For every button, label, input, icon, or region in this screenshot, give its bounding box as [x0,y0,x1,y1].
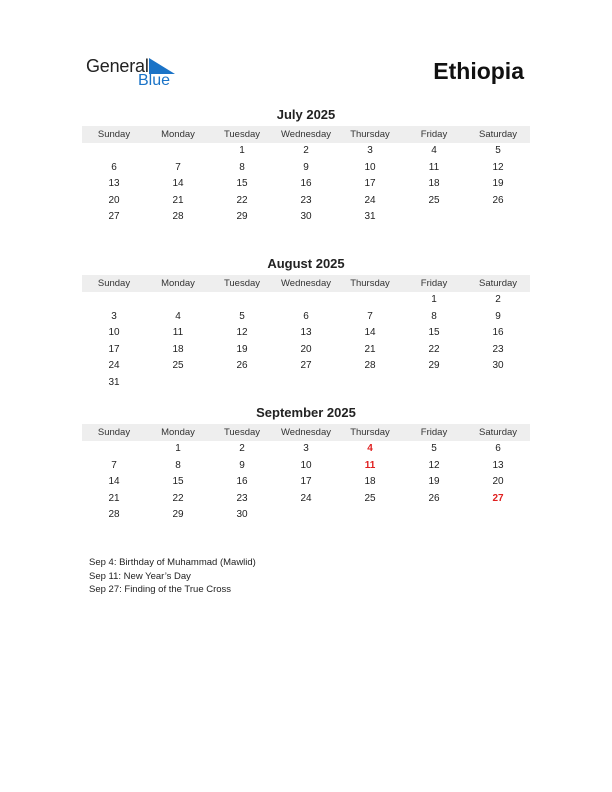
weekday-label: Wednesday [281,427,331,438]
day-cell: 28 [108,509,120,521]
week-row [82,375,530,392]
month-title: September 2025 [256,405,356,420]
day-cell: 19 [236,343,248,355]
empty-day-cell [146,143,210,160]
day-cell: 5 [431,443,437,454]
day-cell: 7 [367,310,373,322]
weekday-label: Monday [161,129,195,140]
weekday-label: Sunday [97,278,131,289]
week-row [82,342,530,359]
day-cell: 23 [300,194,312,206]
day-cell: 21 [108,492,120,504]
empty-day-cell [146,375,210,392]
empty-day-cell [146,292,210,309]
day-cell: 9 [239,459,245,471]
week-row [82,491,530,508]
day-cell: 8 [175,459,181,471]
empty-day-cell [82,441,146,458]
week-row [82,292,530,309]
empty-day-cell [402,209,466,226]
holiday-note: Sep 4: Birthday of Muhammad (Mawlid) [89,557,256,568]
day-cell: 25 [172,360,184,372]
day-cell: 29 [172,509,184,521]
day-cell: 12 [492,161,504,173]
day-cell: 14 [108,476,120,488]
day-cell: 10 [108,327,120,339]
day-cell: 6 [111,161,117,173]
week-row [82,309,530,326]
generalblue-logo [86,56,186,92]
day-cell: 22 [236,194,248,206]
day-cell: 26 [492,194,504,206]
day-cell: 5 [495,145,501,156]
day-cell: 2 [303,145,309,156]
month-block-july [82,106,530,226]
day-cell: 20 [492,476,504,488]
day-cell: 25 [364,492,376,504]
day-cell: 11 [172,327,184,339]
day-cell: 27 [300,360,312,372]
empty-day-cell [210,292,274,309]
empty-day-cell [402,375,466,392]
day-cell: 15 [236,178,248,190]
day-cell: 3 [111,310,117,322]
week-row [82,458,530,475]
day-cell: 8 [431,310,437,322]
week-row [82,160,530,177]
day-cell: 19 [492,178,504,190]
day-cell: 29 [428,360,440,372]
day-cell: 18 [428,178,440,190]
empty-day-cell [466,209,530,226]
day-cell: 2 [239,443,245,454]
day-cell: 10 [364,161,376,173]
day-cell: 3 [303,443,309,454]
day-cell: 24 [300,492,312,504]
day-cell: 11 [428,161,440,173]
day-cell: 18 [172,343,184,355]
day-cell: 14 [172,178,184,190]
day-cell: 22 [172,492,184,504]
day-cell: 18 [364,476,376,488]
weekday-label: Friday [420,129,448,140]
month-block-august [82,255,530,392]
week-row [82,176,530,193]
empty-day-cell [210,375,274,392]
day-cell: 21 [364,343,376,355]
empty-day-cell [82,143,146,160]
country-title: Ethiopia [433,58,524,84]
holiday-notes [89,556,256,597]
day-cell: 21 [172,194,184,206]
empty-day-cell [338,292,402,309]
day-cell: 2 [495,294,501,305]
weekday-label: Friday [420,278,448,289]
day-cell: 20 [108,194,120,206]
week-row [82,474,530,491]
holiday-note: Sep 27: Finding of the True Cross [89,584,232,595]
weekday-label: Sunday [97,427,131,438]
day-cell: 25 [428,194,440,206]
day-cell: 16 [492,327,504,339]
empty-day-cell [466,507,530,524]
empty-day-cell [274,507,338,524]
day-cell: 28 [364,360,376,372]
day-cell: 9 [495,310,501,322]
day-cell: 20 [300,343,312,355]
day-cell: 26 [236,360,248,372]
weekday-label: Thursday [350,278,390,289]
week-row [82,209,530,226]
week-row [82,193,530,210]
weekday-header-row [82,126,530,143]
weekday-label: Monday [161,427,195,438]
day-cell: 31 [364,211,376,223]
week-row [82,507,530,524]
empty-day-cell [402,507,466,524]
weekday-label: Monday [161,278,195,289]
holiday-day-cell: 4 [367,443,373,454]
empty-day-cell [82,292,146,309]
day-cell: 17 [364,178,376,190]
day-cell: 22 [428,343,440,355]
day-cell: 16 [300,178,312,190]
day-cell: 7 [175,161,181,173]
day-cell: 13 [108,178,120,190]
day-cell: 9 [303,161,309,173]
holiday-day-cell: 27 [492,492,504,504]
weekday-label: Tuesday [223,427,261,438]
day-cell: 16 [236,476,248,488]
logo-word-general: General [86,56,149,76]
day-cell: 4 [175,310,181,322]
empty-day-cell [338,375,402,392]
day-cell: 28 [172,211,184,223]
day-cell: 12 [236,327,248,339]
day-cell: 13 [492,459,504,471]
holiday-note: Sep 11: New Year’s Day [89,570,191,582]
empty-day-cell [274,375,338,392]
empty-day-cell [274,292,338,309]
day-cell: 30 [492,360,504,372]
day-cell: 10 [300,459,312,471]
weekday-label: Wednesday [281,129,331,140]
weekday-label: Tuesday [223,278,261,289]
empty-day-cell [338,507,402,524]
day-cell: 15 [172,476,184,488]
day-cell: 29 [236,211,248,223]
day-cell: 31 [108,376,120,388]
day-cell: 1 [431,294,437,305]
week-row [82,143,530,160]
week-row [82,325,530,342]
day-cell: 17 [300,476,312,488]
day-cell: 17 [108,343,120,355]
weekday-label: Sunday [97,129,131,140]
day-cell: 24 [108,360,120,372]
day-cell: 15 [428,327,440,339]
weekday-label: Thursday [350,427,390,438]
weekday-label: Wednesday [281,278,331,289]
day-cell: 13 [300,327,312,339]
week-row [82,358,530,375]
day-cell: 23 [492,343,504,355]
weekday-label: Thursday [350,129,390,140]
day-cell: 23 [236,492,248,504]
weekday-label: Saturday [478,427,518,438]
empty-day-cell [466,375,530,392]
weekday-header-row [82,275,530,292]
day-cell: 27 [108,211,120,223]
day-cell: 26 [428,492,440,504]
weekday-label: Tuesday [223,129,261,140]
month-title: August 2025 [267,256,345,271]
day-cell: 7 [111,459,117,471]
weekday-header-row [82,424,530,441]
day-cell: 12 [428,459,440,471]
day-cell: 3 [367,145,373,156]
month-title: July 2025 [276,107,336,122]
day-cell: 5 [239,310,245,322]
day-cell: 14 [364,327,376,339]
day-cell: 8 [239,161,245,173]
weekday-label: Friday [420,427,448,438]
day-cell: 1 [239,145,245,156]
holiday-day-cell: 11 [364,459,376,471]
day-cell: 24 [364,194,376,206]
day-cell: 19 [428,476,440,488]
logo-word-blue: Blue [138,72,171,89]
weekday-label: Saturday [478,278,518,289]
day-cell: 6 [303,310,309,322]
day-cell: 6 [495,443,501,454]
day-cell: 4 [431,145,437,156]
day-cell: 30 [300,211,312,223]
month-block-september [82,404,530,524]
day-cell: 30 [236,509,248,521]
week-row [82,441,530,458]
weekday-label: Saturday [478,129,518,140]
day-cell: 1 [175,443,181,454]
